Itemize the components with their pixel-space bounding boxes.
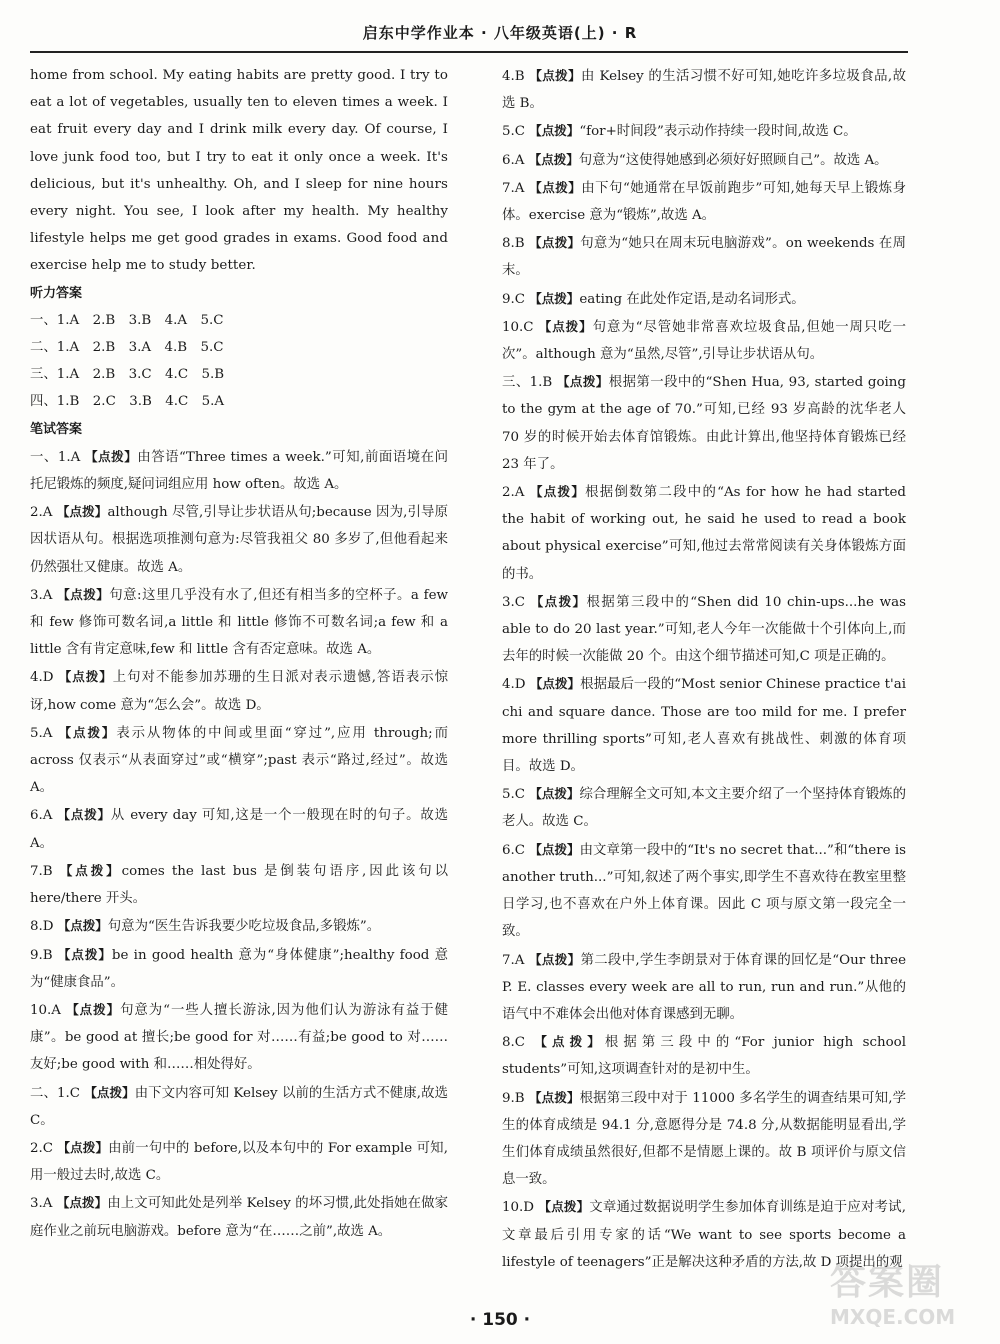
hint-tag: 【点拨】 (530, 593, 587, 609)
answer-item (502, 313, 906, 368)
explanation-text: 上句对不能参加苏珊的生日派对表示遗憾,答语表示惊讶,how come 意为“怎么会”。故选 D。 (30, 670, 448, 713)
answer-number: 3.C (502, 594, 526, 610)
explanation-text: 第二段中,学生李朗景对于体育课的回忆是“Our three P. E. classes every week are all to run, run and run.”从他的语气中不难体会出他对体育课感到无聊。 (502, 952, 906, 1022)
answer-number: 7.B (30, 863, 53, 879)
answer-number: 10.D (502, 1200, 535, 1216)
explanation-text: 句意为“医生告诉我要少吃垃圾食品,多锻炼”。 (107, 919, 381, 935)
explanation-text: 文章通过数据说明学生参加体育训练是迫于应对考试,文章最后引用专家的话“We want to see sports become a lifestyle of teenagers”正是解决这种矛盾的方法,故 D 项提出的观 (502, 1200, 906, 1270)
answer-item (502, 946, 906, 1029)
hint-tag: 【点拨】 (538, 1199, 590, 1215)
answer-number: 三、1.B (502, 375, 553, 391)
written-heading: 笔试答案 (30, 421, 83, 437)
answer-item (30, 581, 448, 664)
answer-number: 4.D (502, 677, 526, 693)
answer-number: 2.A (30, 505, 53, 521)
hint-tag: 【点拨】 (529, 235, 581, 251)
answer-item (502, 670, 906, 780)
explanation-text: 由上文可知此处是列举 Kelsey 的坏习惯,此处指她在做家庭作业之前玩电脑游戏。before 意为“在……之前”,故选 A。 (30, 1196, 448, 1239)
explanation-text: 由下句“她通常在早饭前跑步”可知,她每天早上锻炼身体。exercise 意为“锻炼”,故选 A。 (502, 180, 906, 224)
answer-number: 7.A (502, 180, 525, 196)
answer-item (30, 1189, 448, 1244)
hint-tag: 【点拨】 (529, 290, 580, 306)
explanation-text: 根据最后一段的“Most senior Chinese practice t'ai chi and square dance. Those are too mild for me. I prefer more thrilling sports”可知,老人喜欢有挑战性、刺激的体育项目。故选 D。 (502, 677, 906, 775)
explanation-text: 表示从物体的中间或里面“穿过”,应用 through;而 across 仅表示“从表面穿过”或“横穿”;past 表示“路过,经过”。故选 A。 (30, 725, 448, 796)
explanation-text: although 尽管,引导让步状语从句;because 因为,引导原因状语从句。根据选项推测句意为:尽管我祖父 80 多岁了,但他看起来仍然强壮又健康。故选 A。 (30, 505, 448, 575)
explanation-text: 由答语“Three times a week.”可知,前面语境在问托尼锻炼的频度,疑问词组应用 how often。故选 A。 (30, 449, 448, 493)
explanation-text: 从 every day 可知,这是一个一般现在时的句子。故选 A。 (30, 808, 448, 851)
listening-row: 四、1.B 2.C 3.B 4.C 5.A (30, 394, 225, 410)
answer-item (502, 146, 906, 174)
answer-item (30, 443, 448, 498)
hint-tag: 【点拨】 (529, 951, 581, 967)
explanation-text: 句意为“这使得她感到必须好好照顾自己”。故选 A。 (578, 152, 888, 168)
explanation-text: 根据第三段中的“For junior high school students”可知,这项调查针对的是初中生。 (502, 1035, 906, 1078)
answer-number: 5.A (30, 725, 53, 741)
answer-number: 5.C (502, 124, 526, 140)
answer-number: 6.A (30, 808, 53, 824)
hint-tag: 【点拨】 (58, 669, 113, 685)
answer-item (30, 996, 448, 1079)
listening-row: 一、1.A 2.B 3.B 4.A 5.C (30, 312, 224, 328)
hint-tag: 【点拨】 (57, 918, 108, 934)
answer-item (502, 368, 906, 478)
hint-tag: 【点拨】 (529, 68, 582, 83)
answer-number: 4.D (30, 670, 54, 686)
explanation-text: 根据第一段中的“Shen Hua, 93, started going to the gym at the age of 70.”可知,已经 93 岁高龄的沈华老人 70 岁的时候开始去体育馆锻炼。由此计算出,他坚持体育锻炼已经 23 年了。 (502, 375, 906, 472)
hint-tag: 【点拨】 (528, 151, 579, 167)
explanation-text: 由下文内容可知 Kelsey 以前的生活方式不健康,故选 C。 (30, 1085, 448, 1128)
answer-number: 9.B (30, 947, 53, 963)
hint-tag: 【点拨】 (58, 724, 117, 740)
answer-item (502, 588, 906, 671)
hint-tag: 【点拨】 (59, 862, 122, 878)
answer-item (502, 62, 906, 117)
answer-item (502, 117, 906, 145)
left-column (30, 62, 448, 1245)
hint-tag: 【点拨】 (57, 807, 111, 823)
explanation-text: 由 Kelsey 的生活习惯不好可知,她吃许多垃圾食品,故选 B。 (502, 69, 906, 112)
explanation-text: 由文章第一段中的“It's no secret that...”和“there is another truth...”可知,叙述了两个事实,即学生不喜欢待在教室里整日学习,也不喜欢在户外上体育课。因此 C 项与原文第一段完全一致。 (502, 842, 906, 940)
explanation-text: be in good health 意为“身体健康”;healthy food 意为“健康食品”。 (30, 947, 448, 990)
answer-item (30, 941, 448, 996)
answer-item (30, 857, 448, 912)
answer-number: 7.A (502, 952, 525, 968)
answer-number: 8.C (502, 1035, 526, 1051)
hint-tag: 【点拨】 (534, 1034, 605, 1050)
answer-item (502, 836, 906, 946)
hint-tag: 【点拨】 (529, 841, 580, 857)
answer-item (502, 1084, 906, 1194)
hint-tag: 【点拨】 (57, 946, 112, 962)
answer-item (30, 719, 448, 802)
hint-tag: 【点拨】 (556, 374, 609, 390)
answer-number: 4.B (502, 69, 525, 84)
listening-row: 二、1.A 2.B 3.A 4.B 5.C (30, 340, 224, 356)
hint-tag: 【点拨】 (529, 123, 580, 139)
answer-item (30, 1134, 448, 1189)
right-answer-list (502, 62, 906, 1276)
answer-item (30, 801, 448, 856)
answer-number: 10.C (502, 319, 534, 335)
watermark-logo: 答案圈 MXQE.COM (830, 1262, 956, 1329)
hint-tag: 【点拨】 (57, 586, 110, 602)
hint-tag: 【点拨】 (56, 504, 108, 520)
page-number: · 150 · (469, 1310, 531, 1330)
left-answer-list (30, 443, 448, 1245)
answer-number: 2.C (30, 1140, 54, 1156)
answer-number: 8.B (502, 236, 525, 252)
answer-number: 9.C (502, 291, 526, 307)
answer-number: 6.C (502, 842, 526, 858)
explanation-text: 综合理解全文可知,本文主要介绍了一个坚持体育锻炼的老人。故选 C。 (502, 787, 906, 830)
hint-tag: 【点拨】 (529, 786, 580, 802)
answer-item (502, 478, 906, 588)
hint-tag: 【点拨】 (56, 1195, 108, 1211)
answer-item (30, 1079, 448, 1134)
hint-tag: 【点拨】 (538, 318, 593, 334)
explanation-text: eating 在此处作定语,是动名词形式。 (579, 291, 805, 307)
hint-tag: 【点拨】 (84, 1084, 135, 1100)
hint-tag: 【点拨】 (529, 179, 582, 195)
right-column (502, 62, 906, 1276)
answer-number: 9.B (502, 1090, 525, 1106)
answer-number: 6.A (502, 152, 525, 168)
hint-tag: 【点拨】 (530, 484, 586, 500)
hint-tag: 【点拨】 (529, 676, 581, 692)
hint-tag: 【点拨】 (529, 1089, 580, 1105)
hint-tag: 【点拨】 (85, 448, 138, 464)
explanation-text: 句意为“一些人擅长游泳,因为他们认为游泳有益于健康”。be good at 擅长;be good for 对……有益;be good to 对……友好;be good with 和……相处得好。 (30, 1002, 448, 1073)
answer-number: 5.C (502, 787, 526, 803)
answer-item (30, 663, 448, 718)
answer-item (502, 174, 906, 229)
answer-item (502, 229, 906, 284)
listening-heading: 听力答案 (30, 285, 83, 301)
answer-item (502, 1028, 906, 1083)
explanation-text: 根据倒数第二段中的“As for how he had started the habit of working out, he said he used to read a book about physical exercise”可知,他过去常常阅读有关身体锻炼方面的书。 (502, 485, 906, 582)
hint-tag: 【点拨】 (57, 1139, 109, 1155)
explanation-text: 根据第三段中的“Shen did 10 chin-ups...he was able to do 20 last year.”可知,老人今年一次能做十个引体向上,而去年的时候一次能做 20 个。由这个细节描述可知,C 项是正确的。 (502, 594, 906, 665)
answer-item (502, 780, 906, 835)
passage-text: home from school. My eating habits are pretty good. I try to eat a lot of vegetables, usually ten to eleven times a week. I eat fruit every day and I drink milk every day. Of course, I love junk food too, but I try to eat it only once a week. It's delicious, but it's unhealthy. Oh, and I sleep for nine hours every night. You see, I look after my health. My healthy lifestyle helps me get good grades in exams. Good food and exercise help me to study better. (30, 68, 448, 274)
answer-number: 10.A (30, 1002, 61, 1018)
answer-number: 2.A (502, 485, 525, 501)
answer-number: 一、1.A (30, 449, 81, 465)
explanation-text: “for+时间段”表示动作持续一段时间,故选 C。 (579, 124, 857, 140)
answer-number: 3.A (30, 1196, 53, 1212)
explanation-text: 句意为“她只在周末玩电脑游戏”。on weekends 在周末。 (502, 236, 906, 279)
answer-item (502, 285, 906, 313)
explanation-text: 根据第三段中对于 11000 多名学生的调查结果可知,学生的体育成绩是 94.1 分,意愿得分是 74.8 分,从数据能明显看出,学生们体育成绩虽然很好,但都不是情愿上课的。故 B 项评价与原文信息一致。 (502, 1090, 906, 1188)
explanation-text: 由前一句中的 before,以及本句中的 For example 可知,用一般过去时,故选 C。 (30, 1140, 448, 1184)
running-header: 启东中学作业本 · 八年级英语(上) · R (362, 24, 638, 42)
answer-item (30, 912, 448, 940)
answer-item (30, 498, 448, 581)
explanation-text: 句意为“尽管她非常喜欢垃圾食品,但她一周只吃一次”。although 意为“虽然,尽管”,引导让步状语从句。 (502, 319, 906, 363)
hint-tag: 【点拨】 (66, 1001, 121, 1017)
answer-number: 3.A (30, 587, 53, 603)
header-rule (30, 51, 908, 53)
answer-number: 8.D (30, 919, 54, 935)
explanation-text: 句意:这里几乎没有水了,但还有相当多的空杯子。a few 和 few 修饰可数名词,a little 和 little 修饰不可数名词;a few 和 a little 含有肯定意味,few 和 little 含有否定意味。故选 A。 (30, 587, 448, 658)
explanation-text: comes the last bus 是倒装句语序,因此该句以 here/there 开头。 (30, 863, 448, 907)
answer-number: 二、1.C (30, 1085, 80, 1101)
listening-row: 三、1.A 2.B 3.C 4.C 5.B (30, 367, 225, 383)
